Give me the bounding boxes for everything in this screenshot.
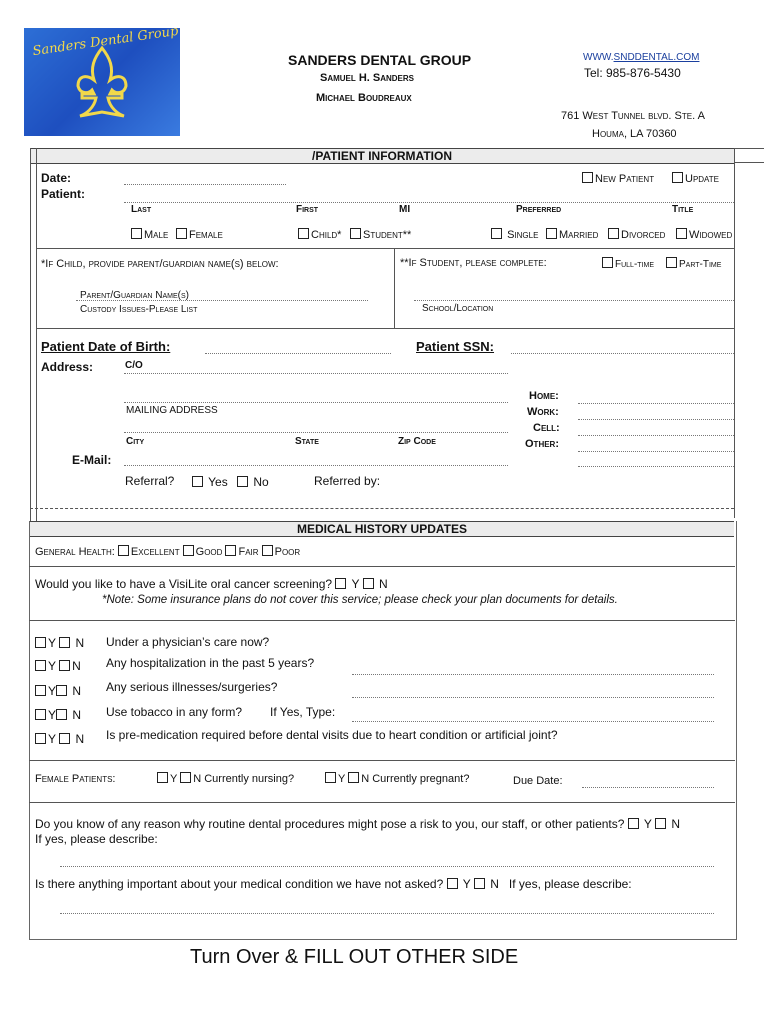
female-label: Female <box>189 229 223 241</box>
email-field[interactable] <box>124 465 508 466</box>
pregnant-n-label: N <box>361 773 370 785</box>
pregnant-no-checkbox[interactable] <box>348 772 359 783</box>
insurance-note: *Note: Some insurance plans do not cover this service; please check your plan documents for details. <box>102 594 618 606</box>
extra-phone-field[interactable] <box>578 466 734 467</box>
student-option[interactable] <box>350 228 411 241</box>
single-option[interactable] <box>491 228 538 241</box>
school-field[interactable] <box>414 300 734 301</box>
q4-y-label: Y <box>48 708 57 722</box>
important-describe-field[interactable] <box>60 913 714 914</box>
nursing-no-checkbox[interactable] <box>180 772 191 783</box>
q2-text: Any hospitalization in the past 5 years? <box>106 656 315 670</box>
cell-label: Cell: <box>533 422 560 434</box>
q2-n-label: N <box>72 659 81 673</box>
pregnant-label: Currently pregnant? <box>372 773 470 785</box>
child-label: Child* <box>311 229 342 241</box>
q1-n-label: N <box>75 636 85 650</box>
q5-text: Is pre-medication required before dental visits due to heart condition or artificial joint? <box>106 728 558 742</box>
married-label: Married <box>559 229 599 241</box>
logo-text: Sanders Dental Group <box>31 23 180 60</box>
tobacco-type-label: If Yes, Type: <box>270 705 336 719</box>
risk-describe-field[interactable] <box>60 866 714 867</box>
new-patient-checkbox[interactable] <box>582 172 593 183</box>
poor-checkbox[interactable] <box>262 545 273 556</box>
city-label: City <box>126 436 145 447</box>
address-line-1: 761 West Tunnel blvd. Ste. A <box>561 110 705 122</box>
nursing-n-label: N <box>193 773 202 785</box>
important-describe-label: If yes, please describe: <box>508 877 632 891</box>
ssn-label: Patient SSN: <box>416 339 495 354</box>
turn-over-notice: Turn Over & FILL OUT OTHER SIDE <box>190 946 519 968</box>
state-label: State <box>295 436 319 447</box>
fair-checkbox[interactable] <box>225 545 236 556</box>
risk-y-label: Y <box>643 817 652 831</box>
nursing-row <box>157 772 294 785</box>
address-label: Address: <box>41 360 94 374</box>
general-health-label: General Health: <box>35 546 115 558</box>
custody-label: Custody Issues-Please List <box>80 304 198 315</box>
q4-text: Use tobacco in any form? <box>106 705 243 719</box>
work-phone-field[interactable] <box>578 419 734 420</box>
parent-names-label: Parent/Guardian Name(s) <box>80 290 189 301</box>
visilite-question: Would you like to have a VisiLite oral cancer screening? <box>35 577 333 591</box>
widowed-option[interactable] <box>676 228 732 241</box>
q5-no-checkbox[interactable] <box>59 733 70 744</box>
q3-yn[interactable] <box>35 684 81 698</box>
mailing-field[interactable] <box>124 402 508 403</box>
referral-label: Referral? <box>125 474 175 488</box>
city-field[interactable] <box>124 432 508 433</box>
divorced-option[interactable] <box>608 228 665 241</box>
nursing-y-label: Y <box>170 773 178 785</box>
part-time-option[interactable] <box>666 257 721 270</box>
title-label: Title <box>672 204 694 215</box>
female-patients-label: Female Patients: <box>35 773 116 785</box>
married-checkbox[interactable] <box>546 228 557 239</box>
patient-label: Patient: <box>41 187 86 201</box>
q2-no-checkbox[interactable] <box>59 660 70 671</box>
risk-no-checkbox[interactable] <box>655 818 666 829</box>
important-question: Is there anything important about your medical condition we have not asked? <box>35 877 444 891</box>
q3-text: Any serious illnesses/surgeries? <box>106 680 278 694</box>
q3-n-label: N <box>72 684 82 698</box>
nursing-yes-checkbox[interactable] <box>157 772 168 783</box>
single-checkbox[interactable] <box>491 228 502 239</box>
visilite-n-label: N <box>379 577 388 591</box>
address-line-2: Houma, LA 70360 <box>592 128 677 140</box>
q4-yn[interactable] <box>35 708 81 722</box>
q3-detail-field[interactable] <box>352 697 714 698</box>
other-label: Other: <box>525 438 559 450</box>
q5-yn[interactable] <box>35 732 84 746</box>
medical-history-title: MEDICAL HISTORY UPDATES <box>296 522 468 536</box>
update-checkbox[interactable] <box>672 172 683 183</box>
preferred-label: Preferred <box>516 204 562 215</box>
male-checkbox[interactable] <box>131 228 142 239</box>
important-row <box>35 877 632 891</box>
q3-yes-checkbox[interactable] <box>35 685 46 696</box>
q5-yes-checkbox[interactable] <box>35 733 46 744</box>
risk-question: Do you know of any reason why routine dental procedures might pose a risk to you, our staff, or other patients? <box>35 817 625 831</box>
pregnant-yes-checkbox[interactable] <box>325 772 336 783</box>
pregnant-y-label: Y <box>338 773 346 785</box>
q3-no-checkbox[interactable] <box>56 685 67 696</box>
widowed-label: Widowed <box>689 229 733 241</box>
home-label: Home: <box>529 390 559 402</box>
referral-yes-checkbox[interactable] <box>192 476 203 487</box>
referral-no-checkbox[interactable] <box>237 476 248 487</box>
tobacco-type-field[interactable] <box>352 721 714 722</box>
doctor-2: Michael Boudreaux <box>316 92 412 104</box>
widowed-checkbox[interactable] <box>676 228 687 239</box>
website-link[interactable]: SNDDENTAL.COM <box>613 52 700 63</box>
important-y-label: Y <box>462 877 471 891</box>
nursing-label: Currently nursing? <box>204 773 295 785</box>
update-label: Update <box>685 173 720 185</box>
first-label: First <box>296 204 319 215</box>
q2-y-label: Y <box>48 659 56 673</box>
update-option[interactable] <box>672 172 719 185</box>
zip-label: Zip Code <box>398 436 436 447</box>
student-checkbox[interactable] <box>350 228 361 239</box>
risk-row <box>35 817 680 831</box>
q2-detail-field[interactable] <box>352 674 714 675</box>
female-checkbox[interactable] <box>176 228 187 239</box>
fair-label: Fair <box>238 546 259 558</box>
risk-n-label: N <box>671 817 681 831</box>
important-yes-checkbox[interactable] <box>447 878 458 889</box>
q2-yes-checkbox[interactable] <box>35 660 46 671</box>
visilite-yes-checkbox[interactable] <box>335 578 346 589</box>
dob-label: Patient Date of Birth: <box>41 339 171 354</box>
male-label: Male <box>144 229 169 241</box>
date-label: Date: <box>41 171 72 185</box>
referral-yes-label: Yes <box>208 475 228 489</box>
phone: Tel: 985-876-5430 <box>584 66 681 80</box>
website[interactable] <box>583 52 699 63</box>
home-phone-field[interactable] <box>578 403 734 404</box>
part-time-checkbox[interactable] <box>666 257 677 268</box>
q1-y-label: Y <box>48 636 56 650</box>
q1-yn[interactable] <box>35 636 84 650</box>
important-no-checkbox[interactable] <box>474 878 485 889</box>
q5-n-label: N <box>75 732 85 746</box>
general-health-row <box>35 545 300 558</box>
q4-no-checkbox[interactable] <box>56 709 67 720</box>
name-field[interactable] <box>124 202 734 203</box>
risk-describe-label: If yes, please describe: <box>35 832 158 846</box>
new-patient-label: New Patient <box>595 173 655 185</box>
good-checkbox[interactable] <box>183 545 194 556</box>
divorced-checkbox[interactable] <box>608 228 619 239</box>
referral-no-option[interactable] <box>237 475 269 489</box>
child-checkbox[interactable] <box>298 228 309 239</box>
if-child-text: *If Child, provide parent/guardian name(s) below: <box>41 258 279 270</box>
q1-no-checkbox[interactable] <box>59 637 70 648</box>
full-time-option[interactable] <box>602 257 654 270</box>
good-label: Good <box>195 546 223 558</box>
other-phone-field[interactable] <box>578 451 734 452</box>
mailing-label: MAILING ADDRESS <box>126 405 218 416</box>
org-name: SANDERS DENTAL GROUP <box>288 52 472 68</box>
work-label: Work: <box>527 406 559 418</box>
co-field[interactable] <box>124 373 508 374</box>
mi-label: MI <box>399 204 411 215</box>
last-label: Last <box>131 204 152 215</box>
email-label: E-Mail: <box>72 453 112 467</box>
logo <box>24 23 180 136</box>
if-student-text: **If Student, please complete: <box>400 257 547 269</box>
visilite-no-checkbox[interactable] <box>363 578 374 589</box>
married-option[interactable] <box>546 228 598 241</box>
patient-info-title: /PATIENT INFORMATION <box>312 149 452 163</box>
doctor-1: Samuel H. Sanders <box>320 72 415 84</box>
full-time-checkbox[interactable] <box>602 257 613 268</box>
visilite-row <box>35 577 388 591</box>
q3-y-label: Y <box>48 684 57 698</box>
pregnant-row <box>325 772 469 785</box>
school-label: School/Location <box>422 303 494 314</box>
excellent-label: Excellent <box>130 546 180 558</box>
child-option[interactable] <box>298 228 341 241</box>
q4-yes-checkbox[interactable] <box>35 709 46 720</box>
poor-label: Poor <box>274 546 301 558</box>
risk-yes-checkbox[interactable] <box>628 818 639 829</box>
referral-yes-option[interactable] <box>192 475 228 489</box>
female-option[interactable] <box>176 228 223 241</box>
student-label: Student** <box>363 229 412 241</box>
divorced-label: Divorced <box>621 229 666 241</box>
due-date-field[interactable] <box>582 787 714 788</box>
q1-text: Under a physician’s care now? <box>106 635 270 649</box>
dob-field[interactable] <box>205 353 391 354</box>
q2-yn[interactable] <box>35 659 81 673</box>
co-label: C/O <box>125 360 143 371</box>
q5-y-label: Y <box>48 732 56 746</box>
q1-yes-checkbox[interactable] <box>35 637 46 648</box>
ssn-field[interactable] <box>511 353 734 354</box>
full-time-label: Full-time <box>615 259 655 270</box>
visilite-y-label: Y <box>351 577 360 591</box>
due-date-label: Due Date: <box>513 775 563 787</box>
important-n-label: N <box>490 877 499 891</box>
q4-n-label: N <box>72 708 82 722</box>
patient-info-header <box>30 148 734 164</box>
date-field[interactable] <box>124 184 286 185</box>
website-prefix: WWW. <box>583 52 614 63</box>
excellent-checkbox[interactable] <box>118 545 129 556</box>
part-time-label: Part-Time <box>679 259 722 270</box>
male-option[interactable] <box>131 228 168 241</box>
new-patient-option[interactable] <box>582 172 654 185</box>
cell-phone-field[interactable] <box>578 435 734 436</box>
referral-no-label: No <box>253 475 269 489</box>
referred-by-label: Referred by: <box>314 474 381 488</box>
single-label: Single <box>507 229 539 241</box>
